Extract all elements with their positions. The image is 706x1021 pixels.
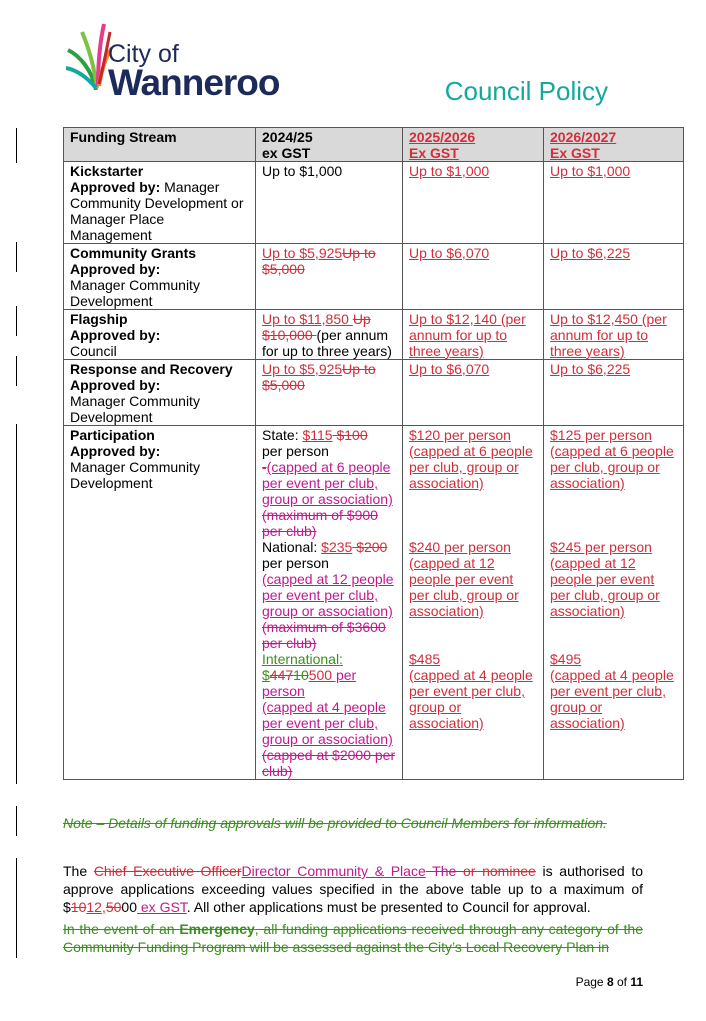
value-cell: Up to $12,450 (per annum for up to three years) (544, 310, 684, 360)
change-bar (16, 858, 17, 958)
logo-city-text: City of (108, 40, 179, 68)
stream-cell: Participation Approved by: Manager Community Development (64, 426, 256, 780)
city-logo (66, 20, 296, 103)
value-cell: Up to $6,225 (544, 244, 684, 310)
change-bar (16, 306, 17, 336)
stream-cell: Community Grants Approved by: Manager Community Development (64, 244, 256, 310)
table-row (64, 426, 684, 780)
deleted-note: Note – Details of funding approvals will be provided to Council Members for information. (63, 815, 607, 831)
table-row (64, 360, 684, 426)
emergency-paragraph: In the event of an Emergency, all funding applications received through any category of the Community Funding Program will be assessed against the City’s Local Recovery Plan in (63, 921, 643, 955)
value-cell: $125 per person (capped at 6 people per club, group or association) $245 per person (capped at 12 people per event per club, group or association) $495 (capped at 4 people per event per club, group or association) (544, 426, 684, 780)
change-bar (16, 242, 17, 272)
value-cell: Up to $11,850 Up $10,000 (per annum for up to three years) (256, 310, 403, 360)
change-bar (16, 356, 17, 386)
value-cell: Up to $1,000 (403, 162, 544, 244)
value-cell: Up to $5,925Up to $5,000 (256, 244, 403, 310)
funding-table (63, 127, 684, 780)
value-cell: $120 per person (capped at 6 people per club, group or association) $240 per person (capped at 12 people per event per club, group or association) $485 (capped at 4 people per event per club, group or association) (403, 426, 544, 780)
header-2026-27: 2026/2027 Ex GST (544, 128, 684, 162)
header-2024-25: 2024/25 ex GST (256, 128, 403, 162)
logo-wanneroo-text: Wanneroo (108, 62, 280, 103)
table-row (64, 162, 684, 244)
stream-cell: Flagship Approved by: Council (64, 310, 256, 360)
value-cell: Up to $6,070 (403, 244, 544, 310)
table-row (64, 244, 684, 310)
value-cell: Up to $5,925Up to $5,000 (256, 360, 403, 426)
table-header-row (64, 128, 684, 162)
change-bar (16, 806, 17, 836)
value-cell: Up to $1,000 (544, 162, 684, 244)
page-number: Page 8 of 11 (575, 975, 643, 989)
change-bar (16, 128, 17, 163)
value-cell: Up to $1,000 (256, 162, 403, 244)
value-cell: State: $115 $100 per person -(capped at 6 people per event per club, group or association)(maximum of $900 per club) National: $235 $200 per person (capped at 12 people per event per club, group or association)(maximum of $3600 per club) International: $44710500 per person (capped at 4 people per event per club, group or association)(capped at $2000 per club) (256, 426, 403, 780)
stream-cell: Kickstarter Approved by: Manager Community Development or Manager Place Management (64, 162, 256, 244)
value-cell: Up to $6,225 (544, 360, 684, 426)
value-cell: Up to $12,140 (per annum for up to three years) (403, 310, 544, 360)
stream-cell: Response and Recovery Approved by: Manager Community Development (64, 360, 256, 426)
authorisation-paragraph: The Chief Executive OfficerDirector Community & Place The or nominee is authorised to approve applications exceeding values specified in the above table up to a maximum of $1012,5000 ex GST. All other applications must be presented to Council for approval. (63, 863, 644, 915)
header-2025-26: 2025/2026 Ex GST (403, 128, 544, 162)
value-cell: Up to $6,070 (403, 360, 544, 426)
table-row (64, 310, 684, 360)
change-bar (16, 424, 17, 784)
header-funding-stream: Funding Stream (64, 128, 256, 162)
page-title: Council Policy (444, 76, 608, 106)
leaf-mark-icon (66, 20, 112, 90)
